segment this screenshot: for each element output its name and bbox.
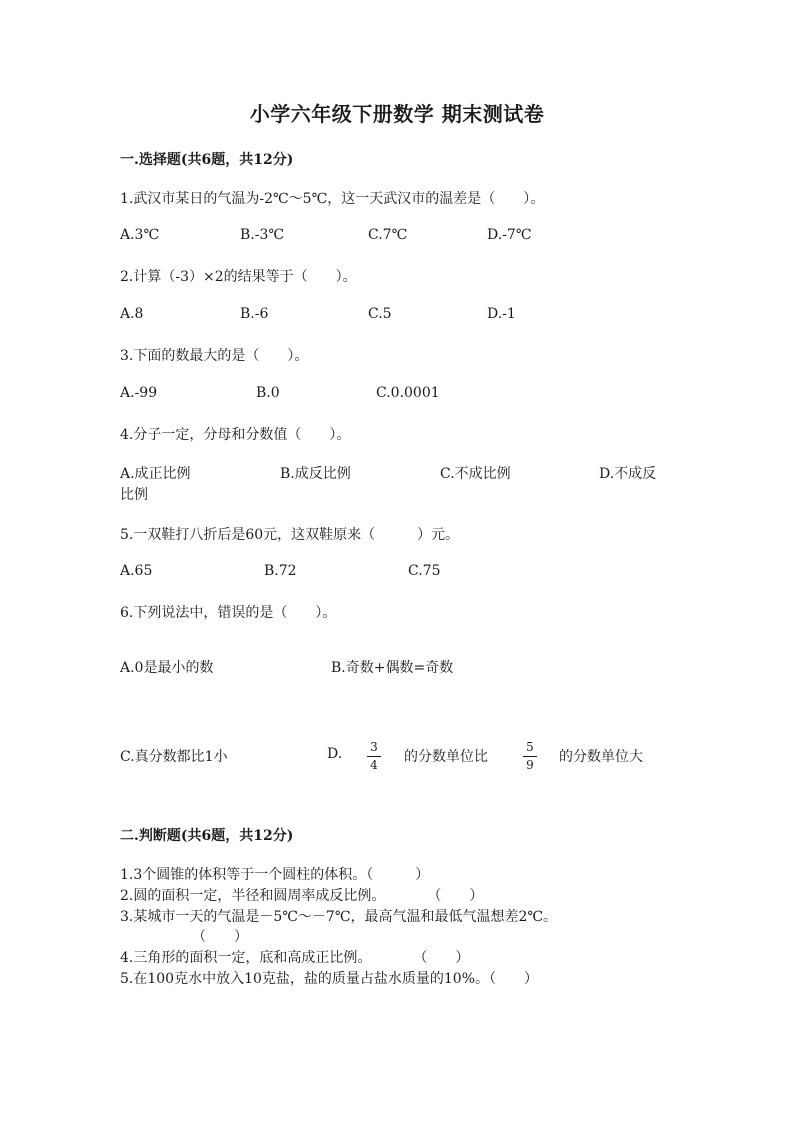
section-heading-choice: 一.选择题(共6题，共12分) bbox=[120, 152, 294, 168]
question-2-option-c: C.5 bbox=[368, 306, 392, 322]
question-6-option-c: C.真分数都比1小 bbox=[120, 749, 228, 765]
judgement-item-1: 1.3个圆锥的体积等于一个圆柱的体积。（ ） bbox=[120, 867, 430, 883]
judgement-item-3: 3.某城市一天的气温是－5℃～－7℃，最高气温和最低气温想差2℃。 bbox=[120, 909, 558, 925]
question-3-option-a: A.-99 bbox=[120, 385, 158, 401]
question-1-option-a: A.3℃ bbox=[120, 227, 160, 243]
question-4-option-b: B.成反比例 bbox=[280, 466, 351, 482]
fraction-2-denominator: 9 bbox=[526, 758, 534, 772]
question-6-stem: 6.下列说法中，错误的是（ ）。 bbox=[120, 605, 337, 621]
question-4-option-a: A.成正比例 bbox=[120, 466, 191, 482]
question-2-option-b: B.-6 bbox=[240, 306, 269, 322]
page-title: 小学六年级下册数学 期末测试卷 bbox=[249, 102, 545, 126]
question-2-option-d: D.-1 bbox=[487, 306, 516, 322]
fraction-1-denominator: 4 bbox=[370, 758, 378, 772]
judgement-item-3-bracket: （ ） bbox=[192, 929, 248, 945]
question-1-option-c: C.7℃ bbox=[368, 227, 408, 243]
fraction-2-numerator: 5 bbox=[523, 740, 537, 757]
question-6-option-d-prefix: D. bbox=[327, 746, 343, 762]
question-3-stem: 3.下面的数最大的是（ ）。 bbox=[120, 348, 309, 364]
judgement-item-5: 5.在100克水中放入10克盐，盐的质量占盐水质量的10%。（ ） bbox=[120, 971, 539, 987]
fraction-five-ninths bbox=[523, 740, 537, 773]
judgement-item-2: 2.圆的面积一定，半径和圆周率成反比例。 （ ） bbox=[120, 888, 484, 904]
question-2-stem: 2.计算（-3）×2的结果等于（ ）。 bbox=[120, 269, 357, 285]
question-5-option-a: A.65 bbox=[120, 563, 153, 579]
question-2-option-a: A.8 bbox=[120, 306, 144, 322]
question-6-option-b: B.奇数+偶数=奇数 bbox=[331, 660, 454, 676]
question-4-option-c: C.不成比例 bbox=[440, 466, 511, 482]
fraction-three-quarters bbox=[367, 740, 381, 773]
question-4-option-d: D.不成反 bbox=[599, 466, 657, 482]
question-3-option-c: C.0.0001 bbox=[376, 385, 440, 401]
question-6-option-a: A.0是最小的数 bbox=[120, 660, 214, 676]
question-1-stem: 1.武汉市某日的气温为-2℃～5℃，这一天武汉市的温差是（ ）。 bbox=[120, 191, 545, 207]
question-5-option-c: C.75 bbox=[408, 563, 441, 579]
question-6-option-d-suffix: 的分数单位大 bbox=[559, 749, 643, 765]
section-heading-judgement: 二.判断题(共6题，共12分) bbox=[120, 828, 294, 844]
fraction-1-numerator: 3 bbox=[367, 740, 381, 757]
question-4-option-d-continued: 比例 bbox=[120, 487, 148, 503]
question-1-option-b: B.-3℃ bbox=[240, 227, 285, 243]
question-1-option-d: D.-7℃ bbox=[487, 227, 532, 243]
question-4-stem: 4.分子一定，分母和分数值（ ）。 bbox=[120, 427, 351, 443]
question-6-option-d-middle: 的分数单位比 bbox=[404, 749, 488, 765]
question-5-option-b: B.72 bbox=[264, 563, 297, 579]
question-3-option-b: B.0 bbox=[256, 385, 280, 401]
question-5-stem: 5.一双鞋打八折后是60元，这双鞋原来（ ）元。 bbox=[120, 527, 460, 543]
judgement-item-4: 4.三角形的面积一定，底和高成正比例。 （ ） bbox=[120, 950, 470, 966]
